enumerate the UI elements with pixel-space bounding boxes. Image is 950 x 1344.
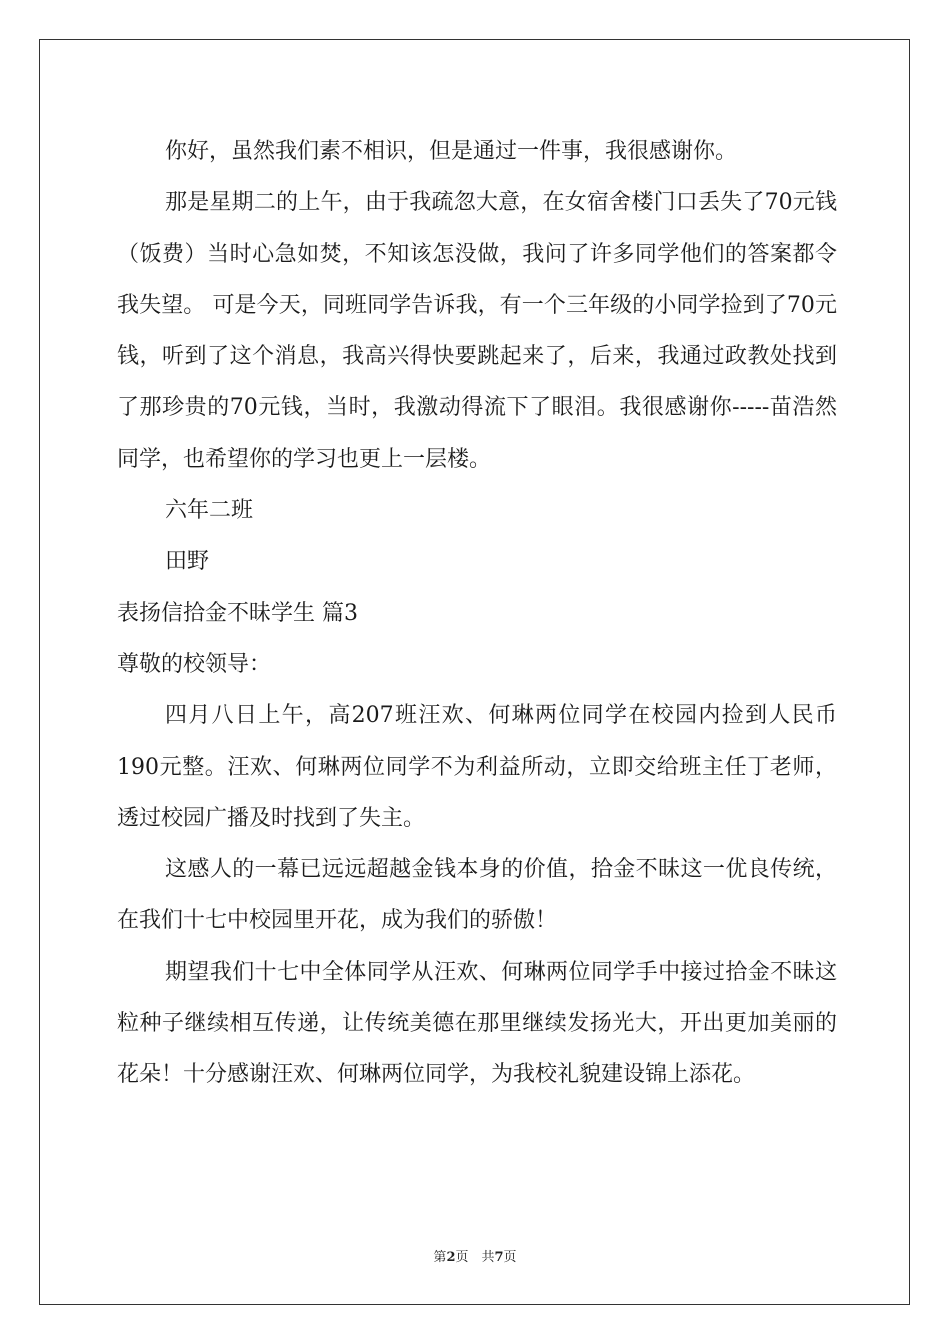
signature-name: 田野: [165, 549, 210, 575]
signature-class: 六年二班: [165, 498, 254, 524]
document-body: [117, 126, 837, 1101]
footer-page-number: 2: [446, 1250, 456, 1265]
salutation: 尊敬的校领导：: [117, 651, 272, 677]
footer-suffix: 页: [503, 1250, 517, 1265]
paragraph-event: 四月八日上午，高207班汪欢、何琳两位同学在校园内捡到人民币190元整。汪欢、何琳两位同学不为利益所动，立即交给班主任丁老师，透过校园广播及时找到了失主。: [117, 703, 837, 831]
paragraph-hope: 期望我们十七中全体同学从汪欢、何琳两位同学手中接过拾金不昧这粒种子继续相互传递，让传统美德在那里继续发扬光大，开出更加美丽的花朵！十分感谢汪欢、何琳两位同学，为我校礼貌建设锦上添花。: [117, 959, 837, 1088]
paragraph-story: 那是星期二的上午，由于我疏忽大意，在女宿舍楼门口丢失了70元钱（饭费）当时心急如焚，不知该怎没做，我问了许多同学他们的答案都令我失望。 可是今天，同班同学告诉我，有一个三年级的小同学捡到了70元钱，听到了这个消息，我高兴得快要跳起来了，后来，我通过政教处找到了那珍贵的70元钱，当时，我激动得流下了眼泪。我很感谢你-----苗浩然同学，也希望你的学习也更上一层楼。: [117, 190, 837, 472]
footer-prefix: 第: [433, 1250, 447, 1265]
page-footer: [0, 1246, 950, 1265]
footer-total-pages: 7: [494, 1250, 504, 1265]
paragraph-greeting: 你好，虽然我们素不相识，但是通过一件事，我很感谢你。: [165, 139, 738, 164]
section-title: 表扬信拾金不昧学生 篇3: [117, 600, 358, 626]
footer-mid: 页 共: [455, 1250, 495, 1265]
paragraph-praise: 这感人的一幕已远远超越金钱本身的价值，拾金不昧这一优良传统，在我们十七中校园里开花，成为我们的骄傲！: [117, 857, 837, 934]
